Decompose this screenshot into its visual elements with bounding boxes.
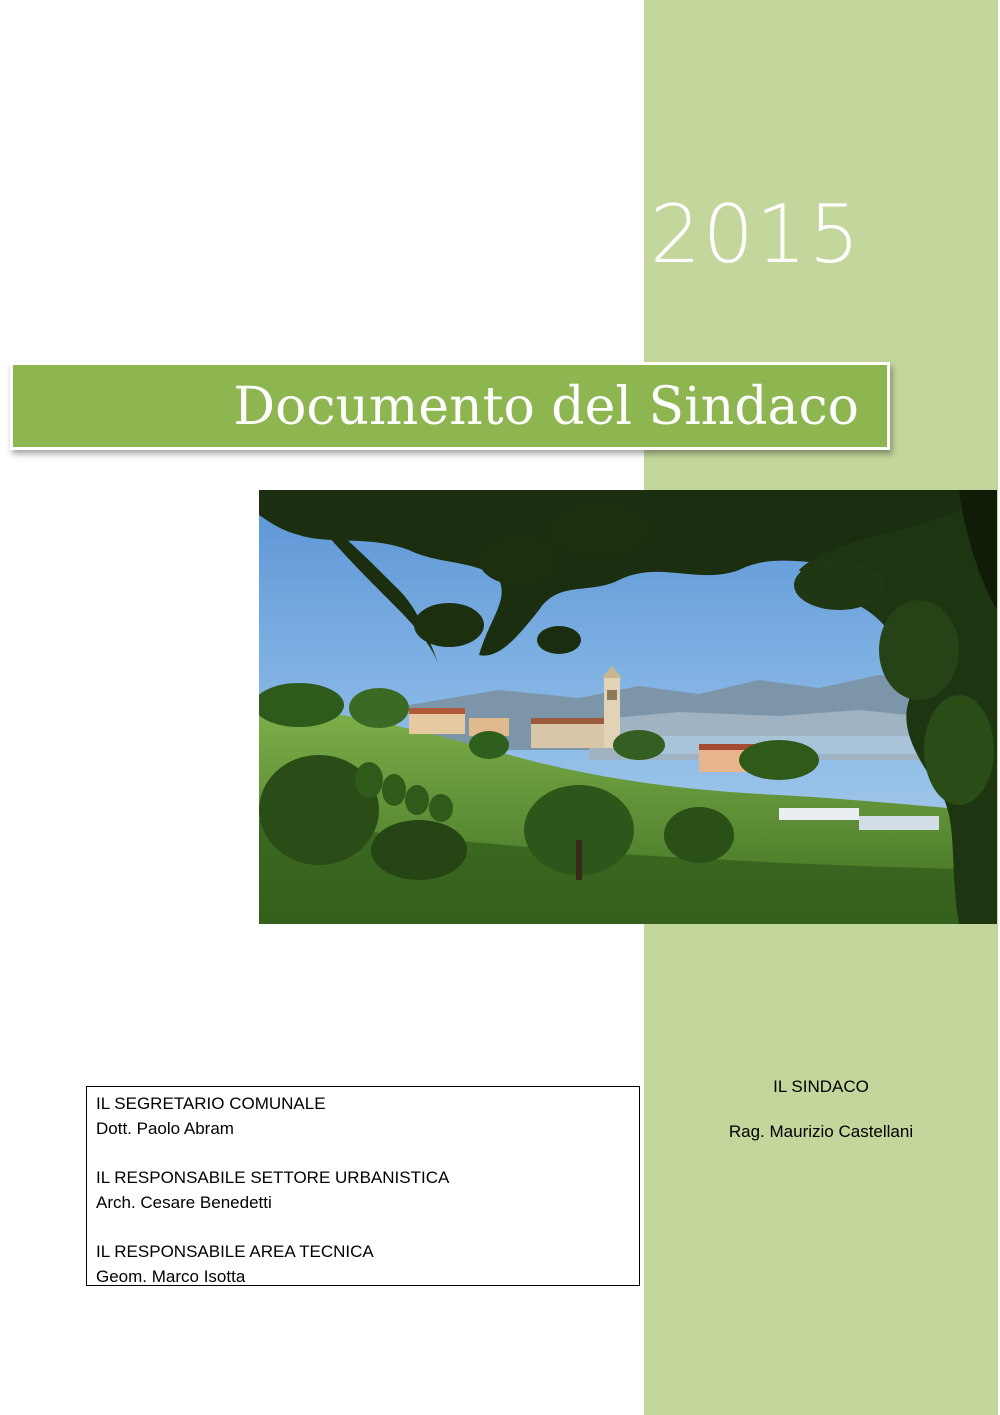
signatures-box — [86, 1086, 640, 1286]
signature-name: Arch. Cesare Benedetti — [96, 1192, 272, 1212]
document-title: Documento del Sindaco — [233, 377, 859, 437]
signature-role: IL SEGRETARIO COMUNALE — [96, 1094, 326, 1113]
title-banner — [10, 362, 890, 450]
signature-role: IL RESPONSABILE AREA TECNICA — [96, 1242, 374, 1261]
signature-role: IL RESPONSABILE SETTORE URBANISTICA — [96, 1168, 450, 1187]
cover-year: 2015 — [650, 188, 862, 281]
signature-secretary — [96, 1092, 630, 1141]
mayor-role: IL SINDACO — [773, 1077, 869, 1096]
signature-name: Geom. Marco Isotta — [96, 1266, 246, 1286]
cover-photo — [259, 490, 997, 924]
mayor-name: Rag. Maurizio Castellani — [728, 1122, 914, 1141]
signature-name: Dott. Paolo Abram — [96, 1118, 234, 1138]
signature-technical-area — [96, 1240, 630, 1289]
signature-urban-planning — [96, 1166, 630, 1215]
